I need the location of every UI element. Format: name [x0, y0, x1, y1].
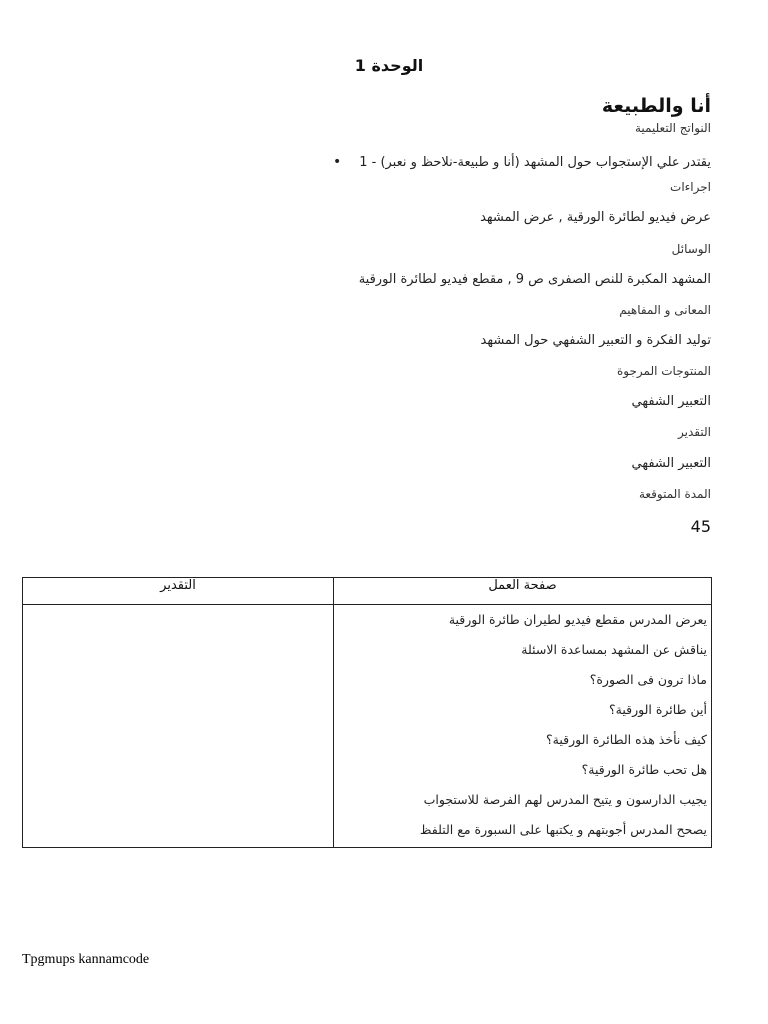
tools-text: المشهد المكبرة للنص الصفرى ص 9 , مقطع فيديو لطائرة الورقية [358, 272, 711, 287]
assessment-heading: التقدير [678, 425, 711, 439]
concepts-text: توليد الفكرة و التعبير الشفهي حول المشهد [480, 333, 711, 348]
assessment-column-header: التقدير [23, 578, 334, 605]
table-row [23, 605, 712, 848]
outcome-item-text: يقتدر علي الإستجواب حول المشهد (أنا و طبيعة-نلاحظ و نعبر) - 1 [359, 155, 711, 170]
concepts-heading: المعانى و المفاهيم [619, 303, 711, 317]
worksheet-step: كيف نأخذ هذه الطائرة الورقية؟ [546, 732, 707, 747]
outcomes-heading: النواتج التعليمية [634, 121, 711, 135]
outcome-list-item [333, 154, 711, 170]
worksheet-steps-cell [334, 605, 712, 848]
procedures-heading: اجراءات [670, 180, 711, 194]
unit-title: الوحدة 1 [354, 56, 424, 75]
worksheet-table [22, 577, 712, 848]
worksheet-column-header: صفحة العمل [334, 578, 712, 605]
worksheet-step: يجيب الدارسون و يتيح المدرس لهم الفرصة للاستجواب [423, 792, 707, 807]
tools-heading: الوسائل [671, 242, 711, 256]
lesson-plan-content [51, 0, 711, 540]
worksheet-step: يعرض المدرس مقطع فيديو لطيران طائرة الورقية [448, 612, 707, 627]
worksheet-step: يصحح المدرس أجوبتهم و يكتبها على السبورة مع التلفظ [419, 822, 707, 837]
assessment-cell [23, 605, 334, 848]
products-text: التعبير الشفهي [631, 394, 711, 409]
footer-text: Tpgmups kannamcode [22, 952, 150, 967]
lesson-title: أنا والطبيعة [601, 95, 711, 117]
products-heading: المنتوجات المرجوة [616, 364, 711, 378]
worksheet-step: هل تحب طائرة الورقية؟ [581, 762, 707, 777]
procedures-text: عرض فيديو لطائرة الورقية , عرض المشهد [480, 210, 711, 225]
bullet-icon: • [332, 154, 342, 170]
duration-heading: المدة المتوقعة [638, 487, 711, 501]
duration-value: 45 [690, 517, 711, 536]
worksheet-step: ماذا ترون فى الصورة؟ [589, 672, 707, 687]
worksheet-step: يناقش عن المشهد بمساعدة الاسئلة [521, 642, 707, 657]
worksheet-step: أين طائرة الورقية؟ [609, 702, 707, 717]
assessment-text: التعبير الشفهي [631, 456, 711, 471]
table-header-row [23, 578, 712, 605]
